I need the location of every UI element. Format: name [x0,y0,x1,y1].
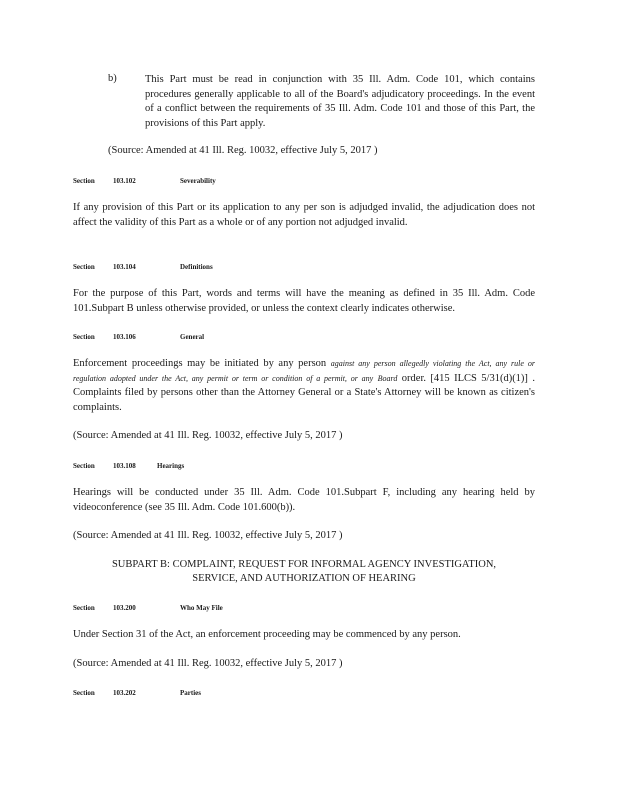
section-103-102-text: If any provision of this Part or its application to any per son is adjudged invalid, the adjudication does not affect the validity of this Part as a whole or of any portion not adjudged invalid. [73,202,535,228]
subpart-b-heading-line-1: SUBPART B: COMPLAINT, REQUEST FOR INFORMAL AGENCY INVESTIGATION, [111,559,497,570]
section-label: Section [73,333,95,341]
section-title: Severability [180,177,216,185]
section-label: Section [73,462,95,470]
s106-text-1: Enforcement proceedings may be initiated by any person [73,358,327,369]
source-note-3: (Source: Amended at 41 Ill. Reg. 10032, effective July 5, 2017 ) [73,530,343,541]
section-label: Section [73,604,95,612]
section-label: Section [73,263,95,271]
section-label: Section [73,177,95,185]
section-103-202-heading [73,688,201,698]
para-b-marker: b) [108,73,117,84]
source-note-4: (Source: Amended at 41 Ill. Reg. 10032, effective July 5, 2017 ) [73,658,343,669]
section-number: 103.202 [113,689,136,697]
section-title: Definitions [180,263,213,271]
section-label: Section [73,689,95,697]
section-title: Who May File [180,604,223,612]
section-103-106-heading [73,332,204,342]
section-title: Hearings [157,462,185,470]
section-number: 103.104 [113,263,136,271]
source-note-1: (Source: Amended at 41 Ill. Reg. 10032, effective July 5, 2017 ) [108,145,378,156]
source-note-2: (Source: Amended at 41 Ill. Reg. 10032, effective July 5, 2017 ) [73,430,343,441]
section-103-104-heading [73,262,213,272]
section-103-108-text: Hearings will be conducted under 35 Ill. Adm. Code 101.Subpart F, including any hearing held by videoconference (see 35 Ill. Adm. Code 101.600(b)). [73,487,535,513]
section-number: 103.106 [113,333,136,341]
section-103-200-text: Under Section 31 of the Act, an enforcement proceeding may be commenced by any person. [73,629,461,640]
s106-italic-2: Board [377,373,398,383]
section-103-104-text: For the purpose of this Part, words and terms will have the meaning as defined in 35 Ill. Adm. Code 101.Subpart B unless otherwise provided, or unless the context clearly indicates otherwise. [73,288,535,314]
section-103-106-text [73,357,535,415]
subpart-b-heading-line-2: SERVICE, AND AUTHORIZATION OF HEARING [192,573,416,584]
s106-text-2: order. [415 ILCS 5/31(d)(1)] . Complaints filed by persons other than the Attorney General or a State's Attorney will be known as citizen's complaints. [73,372,535,413]
para-b-text: This Part must be read in conjunction with 35 Ill. Adm. Code 101, which contains procedures generally applicable to all of the Board's adjudicatory proceedings. In the event of a conflict between the requirements of 35 Ill. Adm. Code 101 and those of this Part, the provisions of this Part apply. [145,74,535,129]
section-103-108-heading [73,461,184,471]
section-number: 103.108 [113,462,136,470]
section-title: General [180,333,205,341]
section-103-200-heading [73,603,223,613]
section-number: 103.102 [113,177,136,185]
section-103-102-heading [73,176,216,186]
s106-italic-1: against any person allegedly violating the Act, any rule or regulation adopted under the Act, any permit or term or condition of a permit, or any [73,359,535,383]
section-number: 103.200 [113,604,136,612]
section-title: Parties [180,689,201,697]
